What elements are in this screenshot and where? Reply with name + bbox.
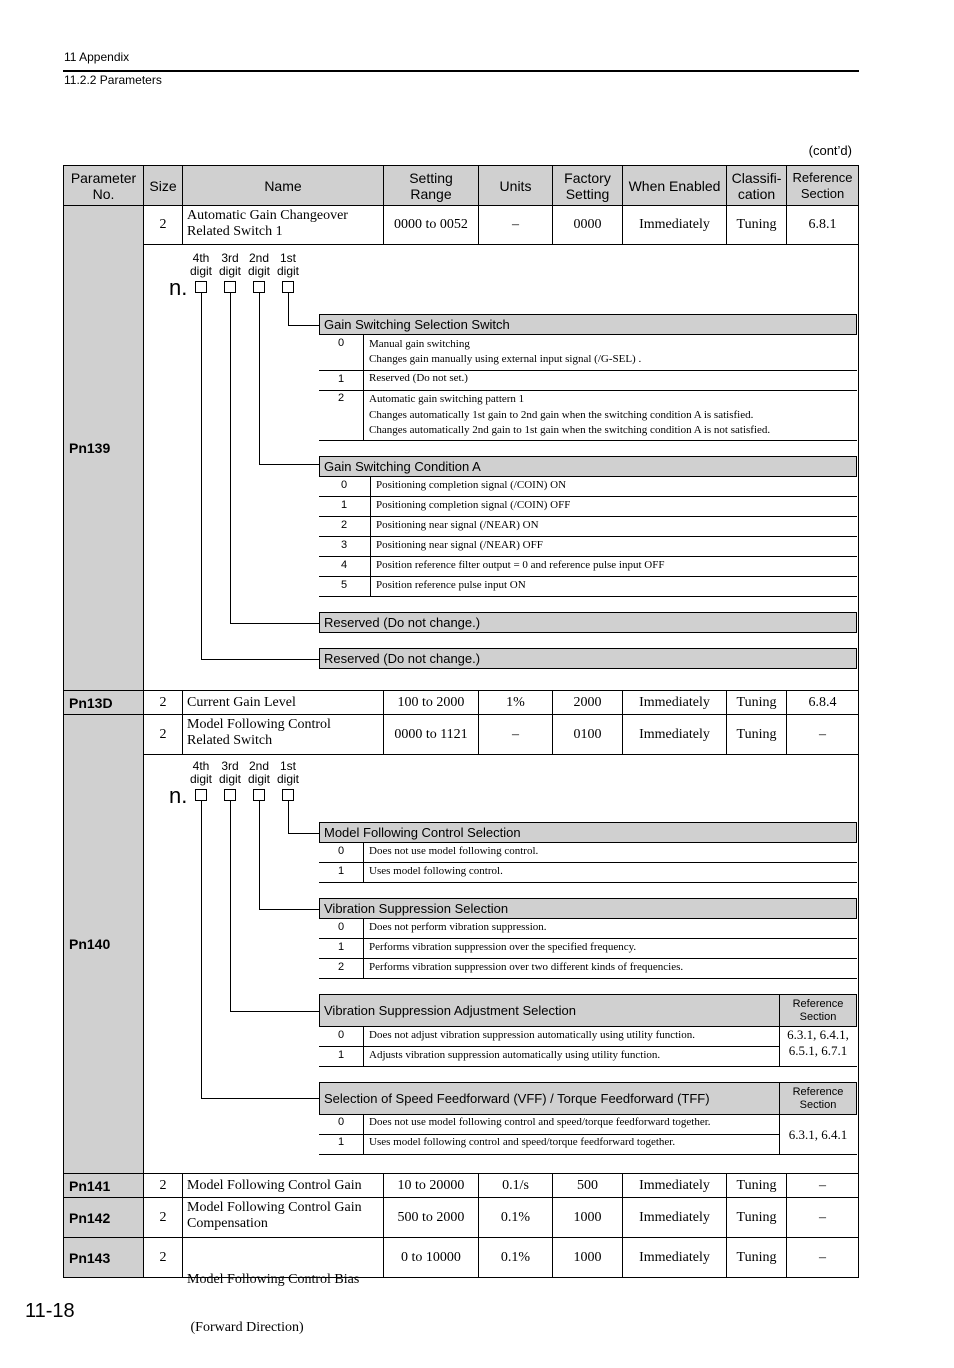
pn141-name: Model Following Control Gain xyxy=(182,1173,384,1198)
pn139-d2-val-0: 0 xyxy=(340,479,348,491)
pn140-d2-val-2: 2 xyxy=(337,961,345,973)
col-classification xyxy=(726,165,787,206)
pn13d-name: Current Gain Level xyxy=(182,690,384,715)
pn140-d4-title: Selection of Speed Feedforward (VFF) / Torque Feedforward (TFF) xyxy=(319,1082,780,1115)
pn139-digit-3-ord: 3rd xyxy=(221,251,239,265)
pn140-d2-desc-1: Performs vibration suppression over the specified frequency. xyxy=(369,941,637,953)
pn139-d1-row-rule xyxy=(319,390,857,391)
pn140-d3-ref-l1: 6.3.1, 6.4.1, xyxy=(787,1027,849,1042)
pn139-d2-title: Gain Switching Condition A xyxy=(319,456,857,477)
pn139-digit-1-ord: 1st xyxy=(279,251,296,265)
pn140-d1-desc-1: Uses model following control. xyxy=(369,865,503,877)
pn139-d1-desc-2-l1: Automatic gain switching pattern 1 xyxy=(369,393,525,405)
pn139-digit-2-word: digit xyxy=(247,264,270,278)
col-factory-setting xyxy=(552,165,623,206)
pn139-d1-connector-h xyxy=(288,325,320,326)
col-units-label: Units xyxy=(499,177,532,194)
pn140-digit-3-word: digit xyxy=(218,772,241,786)
pn139-d1-val-0: 0 xyxy=(337,337,345,349)
pn139-name-line1: Automatic Gain Changeover xyxy=(187,208,348,223)
pn143-units: 0.1% xyxy=(478,1237,553,1278)
pn140-number xyxy=(63,714,144,1174)
pn139-d1-col-rule xyxy=(363,334,364,440)
pn143-range: 0 to 10000 xyxy=(383,1237,479,1278)
pn143-factory: 1000 xyxy=(552,1237,623,1278)
pn141-number xyxy=(63,1173,144,1198)
pn140-d4-connector-h xyxy=(201,1098,320,1099)
pn140-d4-ref-head-l2: Section xyxy=(799,1098,837,1111)
pn140-digit-1-ord: 1st xyxy=(279,759,296,773)
pn139-d2-desc-4: Position reference filter output = 0 and reference pulse input OFF xyxy=(376,559,665,571)
pn140-name xyxy=(182,714,384,755)
pn140-d3-connector-h xyxy=(230,1011,320,1012)
pn140-d2-connector xyxy=(259,801,260,909)
pn13d-factory: 2000 xyxy=(552,690,623,715)
pn140-d4-desc-0: Does not use model following control and speed/torque feedforward together. xyxy=(369,1116,711,1128)
pn142-range: 500 to 2000 xyxy=(383,1197,479,1238)
pn140-d4-ref-head-l1: Reference xyxy=(792,1085,844,1098)
pn140-digit-4-label xyxy=(189,760,213,786)
pn139-d1-row-rule xyxy=(319,370,857,371)
pn140-name-line1: Model Following Control xyxy=(187,717,331,732)
pn140-d2-connector-h xyxy=(259,909,320,910)
pn139-digit-1-label xyxy=(276,252,300,278)
pn142-ref: – xyxy=(786,1197,859,1238)
pn139-d2-desc-1: Positioning completion signal (/COIN) OFF xyxy=(376,499,571,511)
pn142-size: 2 xyxy=(143,1197,183,1238)
pn139-d2-connector xyxy=(259,293,260,464)
col-param-no xyxy=(63,165,144,206)
pn139-d2-row-rule xyxy=(319,576,857,577)
pn139-digit-1-box xyxy=(282,281,294,293)
pn139-d2-desc-5: Position reference pulse input ON xyxy=(376,579,526,591)
pn139-d2-val-3: 3 xyxy=(340,539,348,551)
pn139-d1-row-rule xyxy=(319,440,857,441)
pn140-d3-ref xyxy=(779,1027,857,1059)
pn139-number-label: Pn139 xyxy=(69,440,111,456)
pn140-digit-1-label xyxy=(276,760,300,786)
pn140-d2-desc-0: Does not perform vibration suppression. xyxy=(369,921,547,933)
pn139-name xyxy=(182,205,384,245)
pn140-ref: – xyxy=(786,714,859,755)
pn139-digit-4-label xyxy=(189,252,213,278)
col-setting-range xyxy=(383,165,479,206)
pn143-size: 2 xyxy=(143,1237,183,1278)
contd-label: (cont’d) xyxy=(808,143,852,158)
col-size-label: Size xyxy=(149,177,177,194)
pn142-number xyxy=(63,1197,144,1238)
pn139-prefix: n. xyxy=(169,275,188,300)
pn140-digit-4-ord: 4th xyxy=(192,759,210,773)
pn139-number xyxy=(63,205,144,691)
pn140-d3-desc-0: Does not adjust vibration suppression automatically using utility function. xyxy=(369,1029,695,1041)
col-setting-range-label: Setting Range xyxy=(409,169,453,202)
pn139-d1-val-2: 2 xyxy=(337,392,345,404)
pn142-number-label: Pn142 xyxy=(69,1209,111,1226)
pn140-digit-2-box xyxy=(253,789,265,801)
pn143-class: Tuning xyxy=(726,1237,787,1278)
pn139-d1-desc-0-l2: Changes gain manually using external input signal (/G-SEL) . xyxy=(369,353,642,365)
pn139-d1-val-1: 1 xyxy=(337,373,345,385)
pn13d-range: 100 to 2000 xyxy=(383,690,479,715)
pn139-ref: 6.8.1 xyxy=(786,205,859,245)
pn140-d3-connector xyxy=(230,801,231,1011)
col-name-label: Name xyxy=(264,177,302,194)
pn141-ref: – xyxy=(786,1173,859,1198)
pn139-d2-row-rule xyxy=(319,596,857,597)
pn139-d3-title: Reserved (Do not change.) xyxy=(319,612,857,633)
col-when-enabled xyxy=(622,165,727,206)
pn139-d2-desc-0: Positioning completion signal (/COIN) ON xyxy=(376,479,567,491)
pn140-digit-4-word: digit xyxy=(189,772,212,786)
col-units xyxy=(478,165,553,206)
pn140-factory: 0100 xyxy=(552,714,623,755)
pn142-name-line1: Model Following Control Gain xyxy=(187,1200,362,1215)
pn140-units: – xyxy=(478,714,553,755)
pn140-d3-title: Vibration Suppression Adjustment Selection xyxy=(319,994,780,1027)
pn139-d3-connector xyxy=(230,293,231,623)
pn140-d2-title: Vibration Suppression Selection xyxy=(319,898,857,919)
pn140-digit-3-box xyxy=(224,789,236,801)
pn143-name xyxy=(182,1237,384,1335)
pn139-d2-val-2: 2 xyxy=(340,519,348,531)
pn140-d1-desc-0: Does not use model following control. xyxy=(369,845,539,857)
pn139-name-line2: Related Switch 1 xyxy=(187,224,283,239)
pn139-d3-connector-h xyxy=(230,623,320,624)
pn13d-when: Immediately xyxy=(622,690,727,715)
pn139-d2-desc-3: Positioning near signal (/NEAR) OFF xyxy=(376,539,543,551)
pn139-d2-val-1: 1 xyxy=(340,499,348,511)
pn140-digit-2-word: digit xyxy=(247,772,270,786)
pn140-d4-val-0: 0 xyxy=(337,1116,345,1128)
pn13d-number-label: Pn13D xyxy=(69,694,113,711)
pn140-d4-desc-1: Uses model following control and speed/torque feedforward together. xyxy=(369,1136,676,1148)
pn140-class: Tuning xyxy=(726,714,787,755)
col-classification-label: Classifi- cation xyxy=(731,169,782,202)
pn139-d1-connector xyxy=(288,293,289,325)
pn143-name-line1: Model Following Control Bias xyxy=(187,1272,360,1287)
pn140-d3-desc-1: Adjusts vibration suppression automatically using utility function. xyxy=(369,1049,661,1061)
pn139-d2-connector-h xyxy=(259,464,320,465)
pn141-size: 2 xyxy=(143,1173,183,1198)
pn140-range: 0000 to 1121 xyxy=(383,714,479,755)
pn139-d4-connector xyxy=(201,293,202,659)
pn139-d1-desc-0 xyxy=(369,337,641,367)
pn139-d1-desc-2 xyxy=(369,392,770,439)
pn140-d1-row-rule xyxy=(319,882,857,883)
pn139-d1-title: Gain Switching Selection Switch xyxy=(319,314,857,335)
pn140-digit-1-word: digit xyxy=(276,772,299,786)
pn140-d1-val-1: 1 xyxy=(337,865,345,877)
pn139-d4-title: Reserved (Do not change.) xyxy=(319,648,857,669)
pn140-d1-connector-h xyxy=(288,833,320,834)
pn140-d3-ref-head-l2: Section xyxy=(799,1010,837,1023)
pn139-range: 0000 to 0052 xyxy=(383,205,479,245)
col-name xyxy=(182,165,384,206)
parameter-table xyxy=(63,165,859,1335)
pn142-units: 0.1% xyxy=(478,1197,553,1238)
pn140-d1-val-0: 0 xyxy=(337,845,345,857)
pn140-d3-ref-l2: 6.5.1, 6.7.1 xyxy=(788,1043,848,1058)
pn140-d4-row-rule xyxy=(319,1154,857,1155)
pn139-d1-desc-2-l3: Changes automatically 2nd gain to 1st gain when the switching condition A is not satisfied. xyxy=(369,424,771,436)
pn143-when: Immediately xyxy=(622,1237,727,1278)
col-size xyxy=(143,165,183,206)
pn139-digit-4-box xyxy=(195,281,207,293)
pn139-d2-val-5: 5 xyxy=(340,579,348,591)
pn140-d1-row-rule xyxy=(319,862,857,863)
pn140-d3-val-1: 1 xyxy=(337,1049,345,1061)
pn143-number xyxy=(63,1237,144,1278)
pn139-d2-row-rule xyxy=(319,496,857,497)
pn140-d1-connector xyxy=(288,801,289,833)
pn140-digit-3-label xyxy=(218,760,242,786)
pn140-d4-ref-head xyxy=(779,1082,857,1115)
pn139-d2-val-4: 4 xyxy=(340,559,348,571)
col-when-enabled-label: When Enabled xyxy=(628,177,721,194)
pn140-d3-ref-head xyxy=(779,994,857,1027)
pn142-name xyxy=(182,1197,384,1238)
pn140-d2-row-rule xyxy=(319,958,857,959)
pn13d-units: 1% xyxy=(478,690,553,715)
pn139-digit-2-ord: 2nd xyxy=(248,251,270,265)
pn142-name-line2: Compensation xyxy=(187,1216,268,1231)
pn141-units: 0.1/s xyxy=(478,1173,553,1198)
pn139-digit-2-box xyxy=(253,281,265,293)
pn139-digit-1-word: digit xyxy=(276,264,299,278)
pn139-d4-connector-h xyxy=(201,659,320,660)
pn140-number-label: Pn140 xyxy=(69,936,111,952)
pn143-number-label: Pn143 xyxy=(69,1249,111,1266)
pn140-when: Immediately xyxy=(622,714,727,755)
pn139-d2-row-rule xyxy=(319,556,857,557)
pn13d-number xyxy=(63,690,144,715)
col-reference-label: Reference Section xyxy=(792,169,853,201)
pn140-d2-val-0: 0 xyxy=(337,921,345,933)
pn140-d2-col-rule xyxy=(363,918,364,979)
pn139-class: Tuning xyxy=(726,205,787,245)
col-factory-setting-label: Factory Setting xyxy=(564,169,611,202)
pn139-d1-desc-1: Reserved (Do not set.) xyxy=(369,372,468,384)
pn142-when: Immediately xyxy=(622,1197,727,1238)
pn140-d4-row-rule xyxy=(319,1134,780,1135)
pn140-size: 2 xyxy=(143,714,183,755)
pn140-d3-val-0: 0 xyxy=(337,1029,345,1041)
pn139-d2-row-rule xyxy=(319,536,857,537)
pn139-factory: 0000 xyxy=(552,205,623,245)
pn13d-size: 2 xyxy=(143,690,183,715)
pn143-ref: – xyxy=(786,1237,859,1278)
pn140-digit-4-box xyxy=(195,789,207,801)
header-rule xyxy=(63,70,859,72)
pn139-digit-3-word: digit xyxy=(218,264,241,278)
pn139-d1-desc-2-l2: Changes automatically 1st gain to 2nd gain when the switching condition A is satisfied. xyxy=(369,408,754,421)
pn140-d2-row-rule xyxy=(319,978,857,979)
pn140-d2-row-rule xyxy=(319,938,857,939)
pn139-digit-4-ord: 4th xyxy=(192,251,210,265)
pn139-size: 2 xyxy=(143,205,183,245)
page-number: 11-18 xyxy=(25,1300,75,1322)
section-header: 11.2.2 Parameters xyxy=(64,73,162,87)
pn139-d2-desc-2: Positioning near signal (/NEAR) ON xyxy=(376,519,539,531)
pn140-prefix: n. xyxy=(169,783,188,808)
pn139-digit-3-box xyxy=(224,281,236,293)
pn140-d4-connector xyxy=(201,801,202,1098)
pn141-when: Immediately xyxy=(622,1173,727,1198)
pn139-digit-4-word: digit xyxy=(189,264,212,278)
pn140-d2-desc-2: Performs vibration suppression over two different kinds of frequencies. xyxy=(369,961,684,973)
pn140-d3-row-rule xyxy=(319,1046,780,1047)
pn142-class: Tuning xyxy=(726,1197,787,1238)
col-param-no-label: Parameter No. xyxy=(70,169,137,202)
pn143-name-line2: (Forward Direction) xyxy=(187,1320,304,1335)
pn140-digit-2-label xyxy=(247,760,271,786)
pn141-number-label: Pn141 xyxy=(69,1177,111,1194)
pn140-d4-val-1: 1 xyxy=(337,1136,345,1148)
pn139-digit-2-label xyxy=(247,252,271,278)
pn142-factory: 1000 xyxy=(552,1197,623,1238)
pn140-name-line2: Related Switch xyxy=(187,733,273,748)
pn13d-class: Tuning xyxy=(726,690,787,715)
pn140-d4-ref: 6.3.1, 6.4.1 xyxy=(788,1126,848,1142)
pn139-units: – xyxy=(478,205,553,245)
chapter-header: 11 Appendix xyxy=(64,50,130,64)
pn141-range: 10 to 20000 xyxy=(383,1173,479,1198)
pn140-digit-2-ord: 2nd xyxy=(248,759,270,773)
pn140-d3-row-rule xyxy=(319,1066,857,1067)
pn140-d3-ref-head-l1: Reference xyxy=(792,997,844,1010)
pn141-class: Tuning xyxy=(726,1173,787,1198)
pn13d-ref: 6.8.4 xyxy=(786,690,859,715)
pn139-d1-desc-0-l1: Manual gain switching xyxy=(369,338,470,350)
col-reference xyxy=(786,165,859,206)
pn139-when: Immediately xyxy=(622,205,727,245)
pn140-d2-val-1: 1 xyxy=(337,941,345,953)
pn139-d2-row-rule xyxy=(319,516,857,517)
pn140-digit-3-ord: 3rd xyxy=(221,759,239,773)
pn139-digit-3-label xyxy=(218,252,242,278)
pn141-factory: 500 xyxy=(552,1173,623,1198)
pn140-digit-1-box xyxy=(282,789,294,801)
pn140-d1-title: Model Following Control Selection xyxy=(319,822,857,843)
